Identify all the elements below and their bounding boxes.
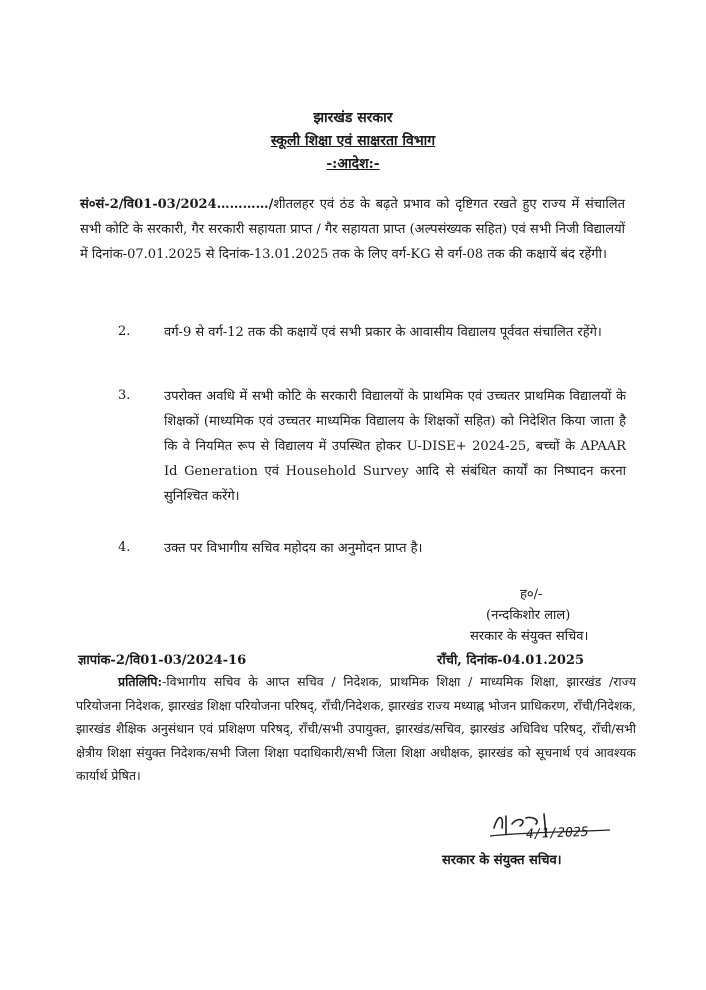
order-intro-text: शीतलहर एवं ठंड के बढ़ते प्रभाव को दृष्टिगत रखते हुए राज्य में संचालित सभी कोटि के सरकारी, गैर सरकारी सहायता प्राप्त / गैर सहायता प्राप्त (अल्पसंख्यक सहित) एवं सभी निजी विद्यालयों में दिनांक-07.01.2025 से दिनांक-13.01.2025 तक के लिए वर्ग-KG से वर्ग-08 तक की कक्षायें बंद रहेंगी। [80,197,625,262]
order-intro-paragraph [80,192,625,267]
item-4-text: उक्त पर विभागीय सचिव महोदय का अनुमोदन प्राप्त है। [164,541,423,556]
item-2-text: वर्ग-9 से वर्ग-12 तक की कक्षायें एवं सभी प्रकार के आवासीय विद्यालय पूर्ववत संचालित रहेंगे। [164,325,602,340]
handwritten-signature [488,806,618,856]
department-title: स्कूली शिक्षा एवं साक्षरता विभाग [270,133,436,149]
memo-reference: ज्ञापांक-2/वि01-03/2024-16 [78,653,247,668]
signatory-designation: सरकार के संयुक्त सचिव। [470,629,589,644]
item-3-number: 3. [118,388,131,403]
signature-date: 4/1/2025 [525,824,589,843]
item-3-text: उपरोक्त अवधि में सभी कोटि के सरकारी विद्यालयों के प्राथमिक एवं उच्चतर प्राथमिक विद्यालयों के शिक्षकों (माध्यमिक एवं उच्चतर माध्यमिक विद्यालय के शिक्षकों सहित) को निदेशित किया जाता है कि वे नियमित रूप से विद्यालय में उपस्थित होकर U-DISE+ 2024-25, बच्चों के APAAR Id Generation एवं Household Survey आदि से संबंधित कार्यों का निष्पादन करना सुनिश्चित करेंगे। [164,389,626,504]
item-2-number: 2. [118,324,131,339]
signed-mark: ह०/- [520,587,543,602]
memo-designation: सरकार के संयुक्त सचिव। [442,853,562,868]
signatory-name: (नन्दकिशोर लाल) [486,608,571,623]
copy-label: प्रतिलिपि: [118,674,163,689]
memo-place-date: राँची, दिनांक-04.01.2025 [437,653,585,668]
item-4-number: 4. [118,540,131,555]
order-reference-number: सं०सं-2/वि01-03/2024…………/ [80,197,274,212]
government-title: झारखंड सरकार [313,110,393,126]
copy-text: -विभागीय सचिव के आप्त सचिव / निदेशक, प्राथमिक शिक्षा / माध्यमिक शिक्षा, झारखंड /राज्य परियोजना निदेशक, झारखंड शिक्षा परियोजना परिषद्, राँची/निदेशक, झारखंड राज्य मध्याह्न भोजन प्राधिकरण, राँची/निदेशक, झारखंड शैक्षिक अनुसंधान एवं प्रशिक्षण परिषद्, राँची/सभी उपायुक्त, झारखंड/सचिव, झारखंड अधिविध परिषद्, राँची/सभी क्षेत्रीय शिक्षा संयुक्त निदेशक/सभी जिला शिक्षा पदाधिकारी/सभी जिला शिक्षा अधीक्षक, झारखंड को सूचनार्थ एवं आवश्यक कार्यार्थ प्रेषित। [76,674,636,783]
order-title: -:आदेश:- [326,156,380,172]
distribution-list [76,670,636,788]
